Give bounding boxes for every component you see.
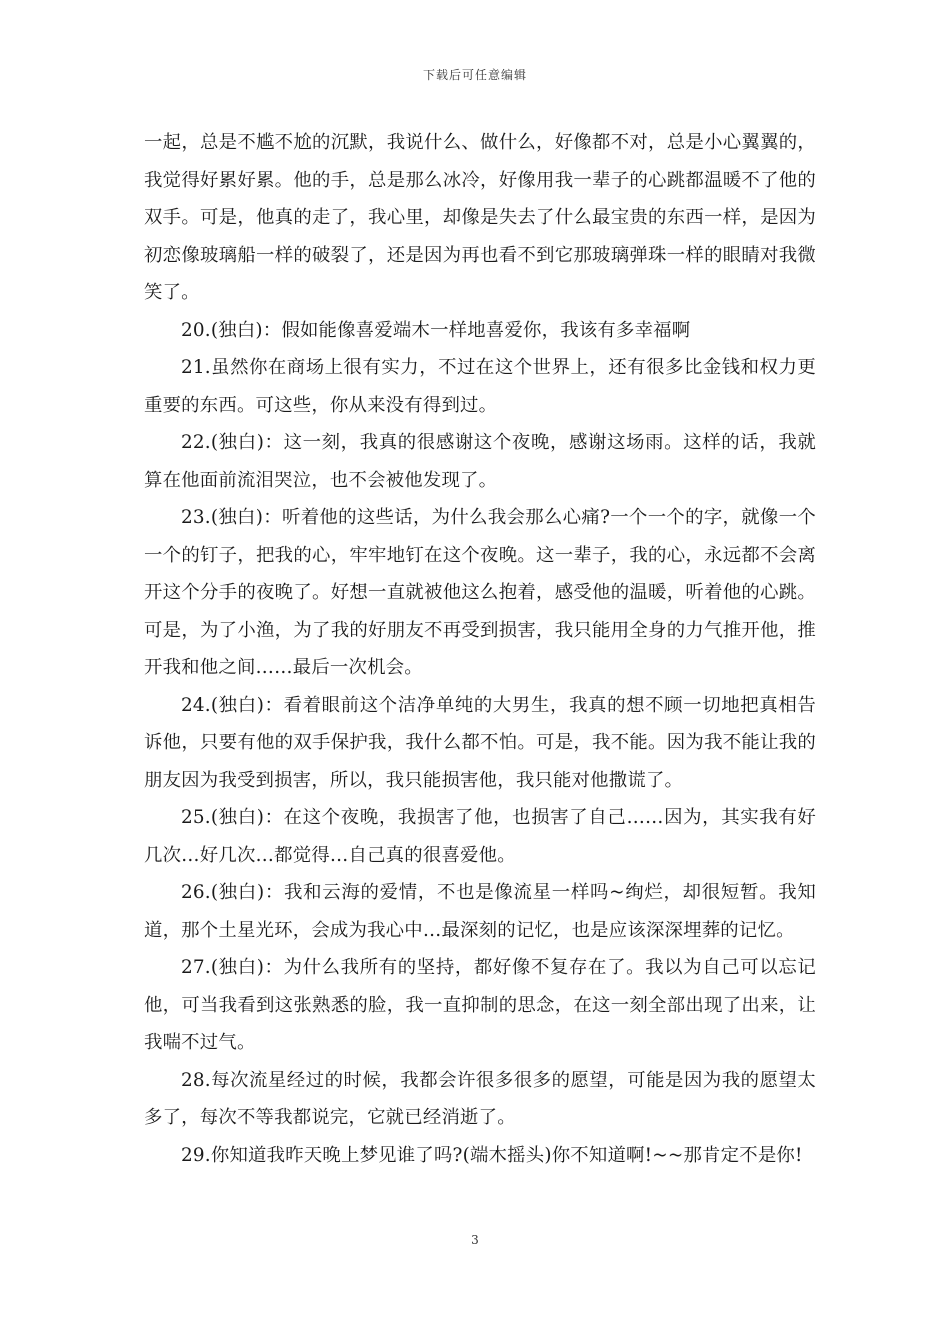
paragraph: 23.(独白)：听着他的这些话，为什么我会那么心痛?一个一个的字，就像一个一个的钉子，把我的心，牢牢地钉在这个夜晚。这一辈子，我的心，永远都不会离开这个分手的夜晚了。好想一直就被他这么抱着，感受他的温暖，听着他的心跳。可是，为了小渔，为了我的好朋友不再受到损害，我只能用全身的力气推开他，推开我和他之间……最后一次机会。	[144, 507, 816, 678]
paragraph: 25.(独白)：在这个夜晚，我损害了他，也损害了自己……因为，其实我有好几次…好几次…都觉得…自己真的很喜爱他。	[144, 807, 816, 866]
paragraph: 21.虽然你在商场上很有实力，不过在这个世界上，还有很多比金钱和权力更重要的东西。可这些，你从来没有得到过。	[144, 357, 816, 416]
page-number: 3	[471, 1233, 479, 1247]
paragraph: 26.(独白)：我和云海的爱情，不也是像流星一样吗~绚烂，却很短暂。我知道，那个土星光环，会成为我心中…最深刻的记忆，也是应该深深埋葬的记忆。	[144, 882, 816, 941]
paragraph: 29.你知道我昨天晚上梦见谁了吗?(端木摇头)你不知道啊!~~那肯定不是你!	[181, 1144, 803, 1166]
paragraph: 22.(独白)：这一刻，我真的很感谢这个夜晚，感谢这场雨。这样的话，我就算在他面前流泪哭泣，也不会被他发现了。	[144, 432, 816, 491]
page-header: 下载后可任意编辑	[422, 68, 527, 82]
paragraph: 28.每次流星经过的时候，我都会许很多很多的愿望，可能是因为我的愿望太多了，每次不等我都说完，它就已经消逝了。	[144, 1069, 816, 1128]
paragraph: 20.(独白)：假如能像喜爱端木一样地喜爱你，我该有多幸福啊	[181, 319, 691, 341]
paragraph: 24.(独白)：看着眼前这个洁净单纯的大男生，我真的想不顾一切地把真相告诉他，只要有他的双手保护我，我什么都不怕。可是，我不能。因为我不能让我的朋友因为我受到损害，所以，我只能损害他，我只能对他撒谎了。	[144, 694, 816, 791]
body-text	[144, 124, 816, 1174]
paragraph: 一起，总是不尴不尬的沉默，我说什么、做什么，好像都不对，总是小心翼翼的，我觉得好累好累。他的手，总是那么冰冷，好像用我一辈子的心跳都温暖不了他的双手。可是，他真的走了，我心里，却像是失去了什么最宝贵的东西一样，是因为初恋像玻璃船一样的破裂了，还是因为再也看不到它那玻璃弹珠一样的眼睛对我微笑了。	[144, 132, 816, 303]
paragraph: 27.(独白)：为什么我所有的坚持，都好像不复存在了。我以为自己可以忘记他，可当我看到这张熟悉的脸，我一直抑制的思念，在这一刻全部出现了出来，让我喘不过气。	[144, 957, 816, 1053]
